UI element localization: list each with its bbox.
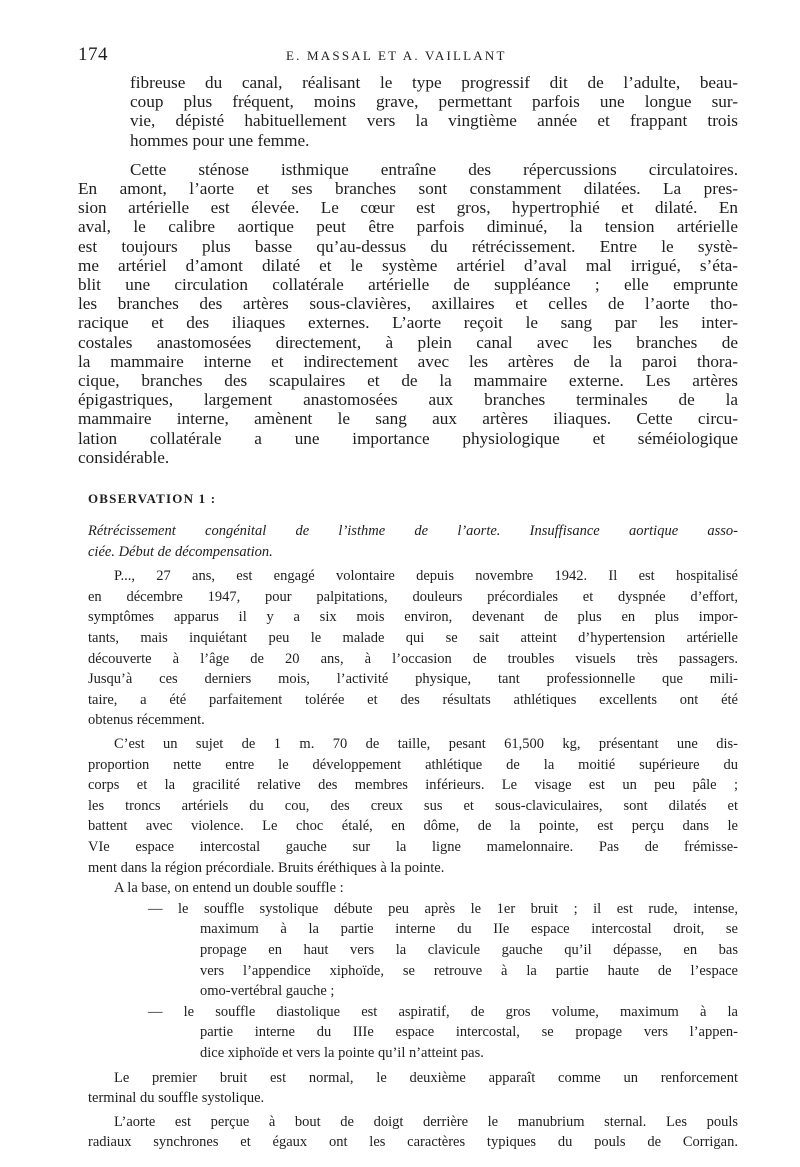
text-line: VIe espace intercostal gauche sur la ligne mamelonnaire. Pas de frémisse- [88,838,738,855]
text-line: tants, mais inquiétant peu le malade qui se sait atteint d’hypertension artérielle [88,630,738,647]
text-line: lation collatérale a une importance physiologique et séméiologique [78,428,738,448]
text-line: épigastriques, largement anastomosées aux branches terminales de la [78,390,738,410]
text-line: taire, a été parfaitement tolérée et des résultats athlétiques excellents ont été [88,691,738,708]
text-line: L’aorte est perçue à bout de doigt derrière le manubrium sternal. Les pouls [114,1113,738,1130]
text-line: A la base, on entend un double souffle : [114,880,344,897]
paragraph-circulation [78,160,738,467]
page [78,44,738,1153]
text-line: corps et la gracilité relative des membres inférieurs. Le visage est un peu pâle ; [88,777,738,794]
text-line: hommes pour une femme. [130,130,310,150]
list-item-systolic [148,899,738,1002]
text-line: proportion nette entre le développement athlétique de la moitié supérieure du [88,756,738,773]
text-line: partie interne du IIIe espace intercostal, se propage vers l’appen- [200,1024,738,1041]
running-head: E. MASSAL ET A. VAILLANT [286,48,507,63]
text-line: blit une circulation collatérale artérielle de suppléance ; elle emprunte [78,275,738,295]
text-line: radiaux synchrones et égaux ont les caractères typiques du pouls de Corrigan. [88,1134,738,1151]
paragraph-base-intro [88,878,738,899]
list-item-diastolic [148,1002,738,1064]
text-line: battent avec violence. Le choc étalé, en dôme, de la pointe, est perçu dans le [88,818,738,835]
text-line: symptômes apparus il y a six mois environ, devenant de plus en plus impor- [88,609,738,626]
text-line: vie, dépisté habituellement vers la vingtième année et frappant trois [130,111,738,131]
text-line: omo-vertébral gauche ; [200,983,335,1000]
text-line: racique et des iliaques externes. L’aorte reçoit le sang par les inter- [78,313,738,333]
text-line: les troncs artériels du cou, des creux sus et sous-claviculaires, sont dilatés et [88,797,738,814]
page-header [78,44,738,70]
text-line: obtenus récemment. [88,712,205,729]
paragraph-intro-end [130,73,738,150]
page-number: 174 [78,44,108,65]
text-line: coup plus fréquent, moins grave, permettant parfois une longue sur- [130,92,738,112]
text-line: mammaire interne, amènent le sang aux artères iliaques. Cette circu- [78,409,738,429]
text-line: sion artérielle est élevée. Le cœur est gros, hypertrophié et dilaté. En [78,198,738,218]
text-line: ment dans la région précordiale. Bruits éréthiques à la pointe. [88,859,445,876]
text-line: propage en haut vers la clavicule gauche qu’il dépasse, en bas [200,941,738,958]
text-line: dice xiphoïde et vers la pointe qu’il n’atteint pas. [200,1044,484,1061]
text-line: découverte à l’âge de 20 ans, à l’occasion de troubles visuels très passagers. [88,650,738,667]
text-line: — le souffle systolique débute peu après le 1er bruit ; il est rude, intense, [148,900,738,917]
text-line: aval, le calibre aortique peut être parfois diminué, la tension artérielle [78,217,738,237]
text-line: en décembre 1947, pour palpitations, douleurs précordiales et dyspnée d’effort, [88,588,738,605]
paragraph-history [88,566,738,731]
text-line: maximum à la partie interne du IIe espace intercostal droit, se [200,921,738,938]
text-line: est toujours plus basse qu’au-dessus du rétrécissement. Entre le systè- [78,236,738,256]
text-line: C’est un sujet de 1 m. 70 de taille, pesant 61,500 kg, présentant une dis- [114,736,738,752]
observation-title [88,521,738,562]
text-line: costales anastomosées directement, à plein canal avec les branches de [78,332,738,352]
text-line: vers l’appendice xiphoïde, se retrouve à la partie haute de l’espace [200,962,738,979]
text-line: P..., 27 ans, est engagé volontaire depuis novembre 1942. Il est hospitalisé [114,568,738,585]
text-line: les branches des artères sous-clavières, axillaires et celles de l’aorte tho- [78,294,738,314]
paragraph-exam [88,734,738,878]
text-line: la mammaire interne et indirectement avec les artères de la paroi thora- [78,351,738,371]
text-line: Jusqu’à ces derniers mois, l’activité physique, tant professionnelle que mili- [88,671,738,688]
text-line: En amont, l’aorte et ses branches sont constamment dilatées. La pres- [78,179,738,199]
text-line: me artériel d’amont dilaté et le système artériel d’aval mal irrigué, s’éta- [78,255,738,275]
text-line: cique, branches des scapulaires et de la mammaire externe. Les artères [78,371,738,391]
text-line: fibreuse du canal, réalisant le type progressif dit de l’adulte, beau- [130,73,738,92]
text-line: Le premier bruit est normal, le deuxième apparaît comme un renforcement [114,1069,738,1086]
text-line: Rétrécissement congénital de l’isthme de l’aorte. Insuffisance aortique asso- [88,523,738,540]
observation-heading: OBSERVATION 1 : [88,491,217,507]
text-line: Cette sténose isthmique entraîne des répercussions circulatoires. [130,159,738,179]
text-line: ciée. Début de décompensation. [88,543,273,560]
paragraph-bruits [88,1068,738,1109]
text-line: considérable. [78,447,170,467]
text-line: terminal du souffle systolique. [88,1090,265,1107]
text-line: — le souffle diastolique est aspiratif, de gros volume, maximum à la [148,1003,738,1020]
paragraph-aorte [88,1112,738,1153]
